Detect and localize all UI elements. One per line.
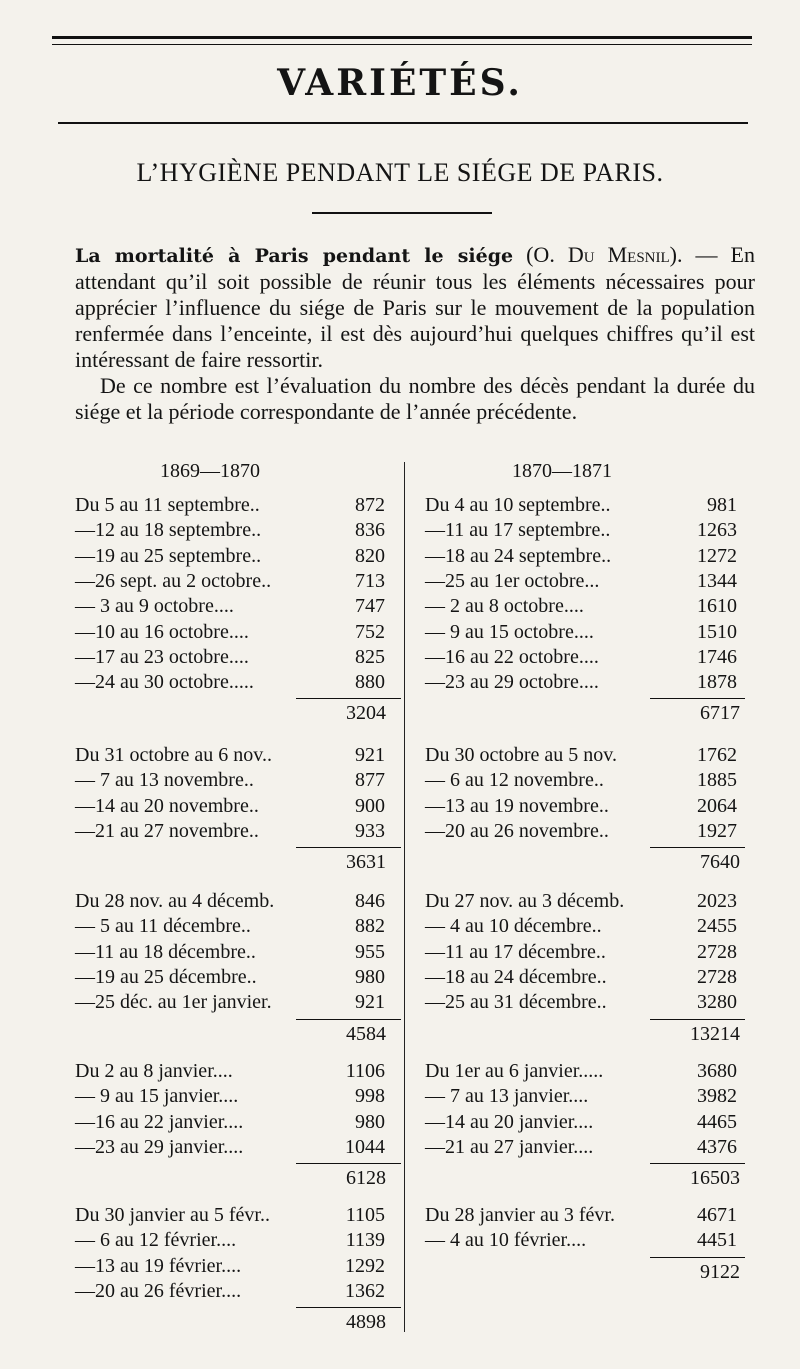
table-row xyxy=(75,544,385,569)
death-count: 836 xyxy=(355,519,385,542)
period-label: — 6 au 12 novembre.. xyxy=(425,769,604,792)
table-row xyxy=(75,645,385,670)
table-row xyxy=(75,1203,385,1228)
period-label: — 7 au 13 janvier.... xyxy=(425,1085,589,1108)
table-row xyxy=(75,1135,385,1160)
death-count: 1272 xyxy=(697,544,737,567)
death-count: 981 xyxy=(707,494,737,516)
death-count: 4451 xyxy=(697,1229,737,1252)
death-count: 900 xyxy=(355,794,385,817)
table-row xyxy=(75,569,385,594)
death-count: 1885 xyxy=(697,769,737,792)
top-rule-thin xyxy=(52,44,752,45)
death-count: 1510 xyxy=(697,620,737,643)
period-label: — 6 au 12 février.... xyxy=(75,1229,237,1252)
group-total: 6717 xyxy=(700,702,740,725)
period-label: —20 au 26 novembre.. xyxy=(425,819,609,842)
table-row xyxy=(425,990,737,1015)
table-row xyxy=(75,670,385,695)
table-row xyxy=(425,940,737,965)
table-row xyxy=(425,965,737,990)
author-name: Du Mesnil xyxy=(567,242,670,267)
period-label: — 4 au 10 février.... xyxy=(425,1229,587,1252)
period-label: —19 au 25 décembre.. xyxy=(75,965,257,988)
sum-rule xyxy=(296,1163,401,1164)
period-label: —18 au 24 septembre.. xyxy=(425,544,612,567)
death-count: 747 xyxy=(355,595,385,618)
period-label: —25 déc. au 1er janvier. xyxy=(75,991,272,1014)
author-suffix: ). xyxy=(669,242,683,267)
group-total: 9122 xyxy=(700,1260,740,1283)
table-row xyxy=(425,1059,737,1084)
table-row xyxy=(75,889,385,914)
title-rule xyxy=(58,122,748,124)
period-label: Du 1er au 6 janvier..... xyxy=(425,1060,604,1082)
table-row xyxy=(75,518,385,543)
period-label: — 9 au 15 octobre.... xyxy=(425,620,594,643)
death-count: 4671 xyxy=(697,1204,737,1226)
period-label: —18 au 24 décembre.. xyxy=(425,965,607,988)
table-row xyxy=(425,620,737,645)
table-row xyxy=(425,819,737,844)
death-count: 825 xyxy=(355,645,385,668)
period-label: Du 28 janvier au 3 févr. xyxy=(425,1204,615,1226)
paragraph-2: De ce nombre est l’évaluation du nombre des décès pendant la durée du siége et la période correspondante de l’année précédente. xyxy=(75,373,755,424)
table-row xyxy=(75,768,385,793)
death-count: 846 xyxy=(355,890,385,912)
death-count: 2728 xyxy=(697,965,737,988)
period-label: —10 au 16 octobre.... xyxy=(75,620,249,643)
period-label: —11 au 18 décembre.. xyxy=(75,940,256,963)
table-row xyxy=(425,645,737,670)
death-count: 921 xyxy=(355,991,385,1014)
group-total: 4584 xyxy=(346,1022,386,1045)
separator-rule xyxy=(312,212,492,214)
table-row xyxy=(75,1059,385,1084)
top-rule-thick xyxy=(52,36,752,39)
period-label: — 9 au 15 janvier.... xyxy=(75,1085,239,1108)
period-label: —11 au 17 septembre.. xyxy=(425,519,611,542)
death-count: 877 xyxy=(355,769,385,792)
death-count: 1927 xyxy=(697,819,737,842)
period-label: —11 au 17 décembre.. xyxy=(425,940,606,963)
article-intro xyxy=(75,242,755,425)
table-row xyxy=(75,620,385,645)
group-total: 3631 xyxy=(346,851,386,874)
period-label: —21 au 27 novembre.. xyxy=(75,819,259,842)
section-title: VARIÉTÉS. xyxy=(277,62,523,104)
period-label: —19 au 25 septembre.. xyxy=(75,544,262,567)
period-label: —23 au 29 octobre.... xyxy=(425,671,599,694)
death-count: 955 xyxy=(355,940,385,963)
death-count: 713 xyxy=(355,569,385,592)
group-total: 4898 xyxy=(346,1311,386,1334)
period-label: —16 au 22 janvier.... xyxy=(75,1110,244,1133)
period-label: — 5 au 11 décembre.. xyxy=(75,915,251,938)
table-row xyxy=(75,1228,385,1253)
death-count: 880 xyxy=(355,671,385,694)
table-row xyxy=(425,518,737,543)
death-count: 1762 xyxy=(697,744,737,766)
sum-rule xyxy=(650,847,745,848)
period-label: Du 28 nov. au 4 décemb. xyxy=(75,890,275,912)
death-count: 752 xyxy=(355,620,385,643)
period-label: —14 au 20 novembre.. xyxy=(75,794,259,817)
author-prefix: (O. xyxy=(526,242,568,267)
paragraph-1 xyxy=(75,242,755,373)
period-label: — 7 au 13 novembre.. xyxy=(75,769,254,792)
table-row xyxy=(75,914,385,939)
period-label: —12 au 18 septembre.. xyxy=(75,519,262,542)
death-count: 1105 xyxy=(345,1204,385,1226)
period-label: —21 au 27 janvier.... xyxy=(425,1135,594,1158)
table-row xyxy=(75,493,385,518)
death-count: 1292 xyxy=(345,1254,385,1277)
death-count: 4465 xyxy=(697,1110,737,1133)
death-count: 1362 xyxy=(345,1279,385,1302)
table-row xyxy=(75,743,385,768)
table-row xyxy=(75,1084,385,1109)
death-count: 1044 xyxy=(345,1135,385,1158)
column-divider xyxy=(404,462,405,1332)
death-count: 872 xyxy=(355,494,385,516)
table-row xyxy=(425,794,737,819)
period-label: Du 30 janvier au 5 févr.. xyxy=(75,1204,270,1226)
table-row xyxy=(425,1228,737,1253)
table-row xyxy=(425,768,737,793)
group-total: 13214 xyxy=(690,1022,740,1045)
paragraph-1-text: — En attendant qu’il soit possible de réunir tous les éléments nécessaires pour apprécier l’influence du siége de Paris sur le mouvement de la population renfermée dans l’enceinte, il est dès aujourd’hui quelques chiffres qu’il est intéressant de faire ressortir. xyxy=(75,242,755,372)
group-total: 7640 xyxy=(700,851,740,874)
article-title: L’HYGIÈNE PENDANT LE SIÉGE DE PARIS. xyxy=(136,158,664,187)
table-row xyxy=(425,1084,737,1109)
group-total: 16503 xyxy=(690,1167,740,1190)
death-count: 1344 xyxy=(697,569,737,592)
death-count: 1106 xyxy=(345,1060,385,1082)
sum-rule xyxy=(296,1019,401,1020)
period-label: — 3 au 9 octobre.... xyxy=(75,595,234,618)
death-count: 3982 xyxy=(697,1085,737,1108)
table-row xyxy=(75,1110,385,1135)
table-row xyxy=(75,965,385,990)
period-label: —17 au 23 octobre.... xyxy=(75,645,249,668)
death-count: 2728 xyxy=(697,940,737,963)
period-label: —14 au 20 janvier.... xyxy=(425,1110,594,1133)
group-total: 6128 xyxy=(346,1167,386,1190)
table-row xyxy=(75,990,385,1015)
death-count: 1746 xyxy=(697,645,737,668)
period-label: —23 au 29 janvier.... xyxy=(75,1135,244,1158)
period-label: Du 31 octobre au 6 nov.. xyxy=(75,744,272,766)
sum-rule xyxy=(296,698,401,699)
table-row xyxy=(425,569,737,594)
table-row xyxy=(425,889,737,914)
sum-rule xyxy=(650,1019,745,1020)
period-label: —13 au 19 février.... xyxy=(75,1254,242,1277)
death-count: 1263 xyxy=(697,519,737,542)
lead-title: La mortalité à Paris pendant le siége xyxy=(75,245,514,267)
sum-rule xyxy=(650,1257,745,1258)
period-label: — 4 au 10 décembre.. xyxy=(425,915,602,938)
period-label: —16 au 22 octobre.... xyxy=(425,645,599,668)
right-year-header: 1870—1871 xyxy=(512,460,612,482)
death-count: 980 xyxy=(355,1110,385,1133)
death-count: 1878 xyxy=(697,671,737,694)
period-label: Du 5 au 11 septembre.. xyxy=(75,494,260,516)
table-row xyxy=(425,743,737,768)
death-count: 1610 xyxy=(697,595,737,618)
table-row xyxy=(75,1279,385,1304)
period-label: —25 au 31 décembre.. xyxy=(425,991,607,1014)
death-count: 1139 xyxy=(345,1229,385,1252)
death-count: 933 xyxy=(355,819,385,842)
death-count: 998 xyxy=(355,1085,385,1108)
table-row xyxy=(75,940,385,965)
table-row xyxy=(75,594,385,619)
death-count: 882 xyxy=(355,915,385,938)
sum-rule xyxy=(296,847,401,848)
table-row xyxy=(75,1254,385,1279)
period-label: Du 4 au 10 septembre.. xyxy=(425,494,611,516)
table-row xyxy=(425,670,737,695)
death-count: 4376 xyxy=(697,1135,737,1158)
table-row xyxy=(75,794,385,819)
sum-rule xyxy=(650,698,745,699)
period-label: — 2 au 8 octobre.... xyxy=(425,595,584,618)
table-row xyxy=(425,594,737,619)
death-count: 2455 xyxy=(697,915,737,938)
death-count: 820 xyxy=(355,544,385,567)
period-label: Du 30 octobre au 5 nov. xyxy=(425,744,617,766)
period-label: Du 27 nov. au 3 décemb. xyxy=(425,890,625,912)
sum-rule xyxy=(296,1307,401,1308)
death-count: 921 xyxy=(355,744,385,766)
table-row xyxy=(425,493,737,518)
death-count: 2064 xyxy=(697,794,737,817)
period-label: —20 au 26 février.... xyxy=(75,1279,242,1302)
period-label: —24 au 30 octobre..... xyxy=(75,671,254,694)
table-row xyxy=(425,1203,737,1228)
death-count: 980 xyxy=(355,965,385,988)
table-row xyxy=(425,544,737,569)
death-count: 3680 xyxy=(697,1060,737,1082)
period-label: —25 au 1er octobre... xyxy=(425,569,600,592)
table-row xyxy=(425,1110,737,1135)
death-count: 2023 xyxy=(697,890,737,912)
table-row xyxy=(75,819,385,844)
period-label: —13 au 19 novembre.. xyxy=(425,794,609,817)
period-label: Du 2 au 8 janvier.... xyxy=(75,1060,233,1082)
table-row xyxy=(425,914,737,939)
sum-rule xyxy=(650,1163,745,1164)
table-row xyxy=(425,1135,737,1160)
period-label: —26 sept. au 2 octobre.. xyxy=(75,569,272,592)
group-total: 3204 xyxy=(346,702,386,725)
death-count: 3280 xyxy=(697,991,737,1014)
left-year-header: 1869—1870 xyxy=(160,460,260,482)
